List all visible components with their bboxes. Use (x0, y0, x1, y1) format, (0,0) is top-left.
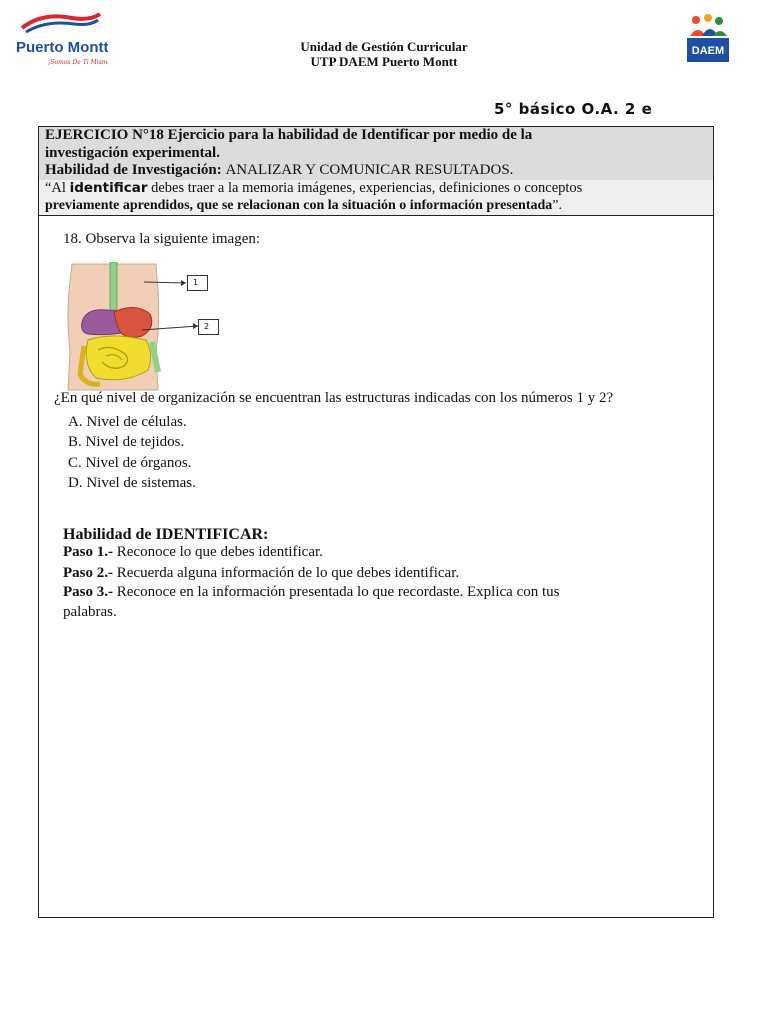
label-box-1: 1 (187, 275, 208, 291)
exercise-title-line2: investigación experimental. (45, 145, 220, 161)
step-1-label: Paso 1.- (63, 544, 113, 560)
quote-rest: debes traer a la memoria imágenes, experiencias, definiciones o conceptos (147, 180, 583, 196)
step-3 (63, 584, 559, 601)
question-intro: 18. Observa la siguiente imagen: (63, 231, 261, 247)
quote-keyword: identificar (69, 180, 148, 196)
option-c: C. Nivel de órganos. (68, 455, 192, 471)
step-2-text: Recuerda alguna información de lo que debes identificar. (113, 565, 460, 581)
option-a: A. Nivel de células. (68, 414, 187, 430)
step-1-text: Reconoce lo que debes identificar. (113, 544, 323, 560)
quote-close: ”. (552, 198, 562, 213)
logo-left-tagline: ¡Somos De Ti Mismo! (48, 59, 108, 66)
quote-open: “Al (45, 180, 70, 196)
quote-line2: previamente aprendidos, que se relacionan con la situación o información presentada (45, 198, 553, 213)
step-2-label: Paso 2.- (63, 565, 113, 581)
header-line-2: UTP DAEM Puerto Montt (310, 54, 458, 69)
step-2 (63, 565, 459, 582)
instruction-line1 (45, 180, 582, 197)
grade-label: 5° básico O.A. 2 e (494, 100, 653, 118)
option-d: D. Nivel de sistemas. (68, 475, 196, 491)
header-line-1: Unidad de Gestión Curricular (300, 39, 468, 54)
option-b: B. Nivel de tejidos. (68, 434, 185, 450)
skill-heading: Habilidad de IDENTIFICAR: (63, 526, 269, 543)
step-3-text: Reconoce en la información presentada lo que recordaste. Explica con tus (113, 584, 560, 600)
exercise-title-line1: EJERCICIO N°18 Ejercicio para la habilidad de Identificar por medio de la (45, 127, 533, 143)
step-3-continued: palabras. (63, 604, 117, 620)
step-3-label: Paso 3.- (63, 584, 113, 600)
step-1 (63, 544, 323, 561)
label-box-2: 2 (198, 319, 219, 335)
logo-right-text: DAEM (691, 45, 725, 57)
skill-label: Habilidad de Investigación: (45, 162, 226, 178)
logo-left-text: Puerto Montt (16, 39, 108, 56)
skill-line (45, 162, 513, 179)
instruction-line2 (45, 198, 562, 214)
question-prompt: ¿En qué nivel de organización se encuentran las estructuras indicadas con los números 1 y 2? (54, 390, 614, 406)
skill-value: ANALIZAR Y COMUNICAR RESULTADOS. (225, 162, 514, 178)
